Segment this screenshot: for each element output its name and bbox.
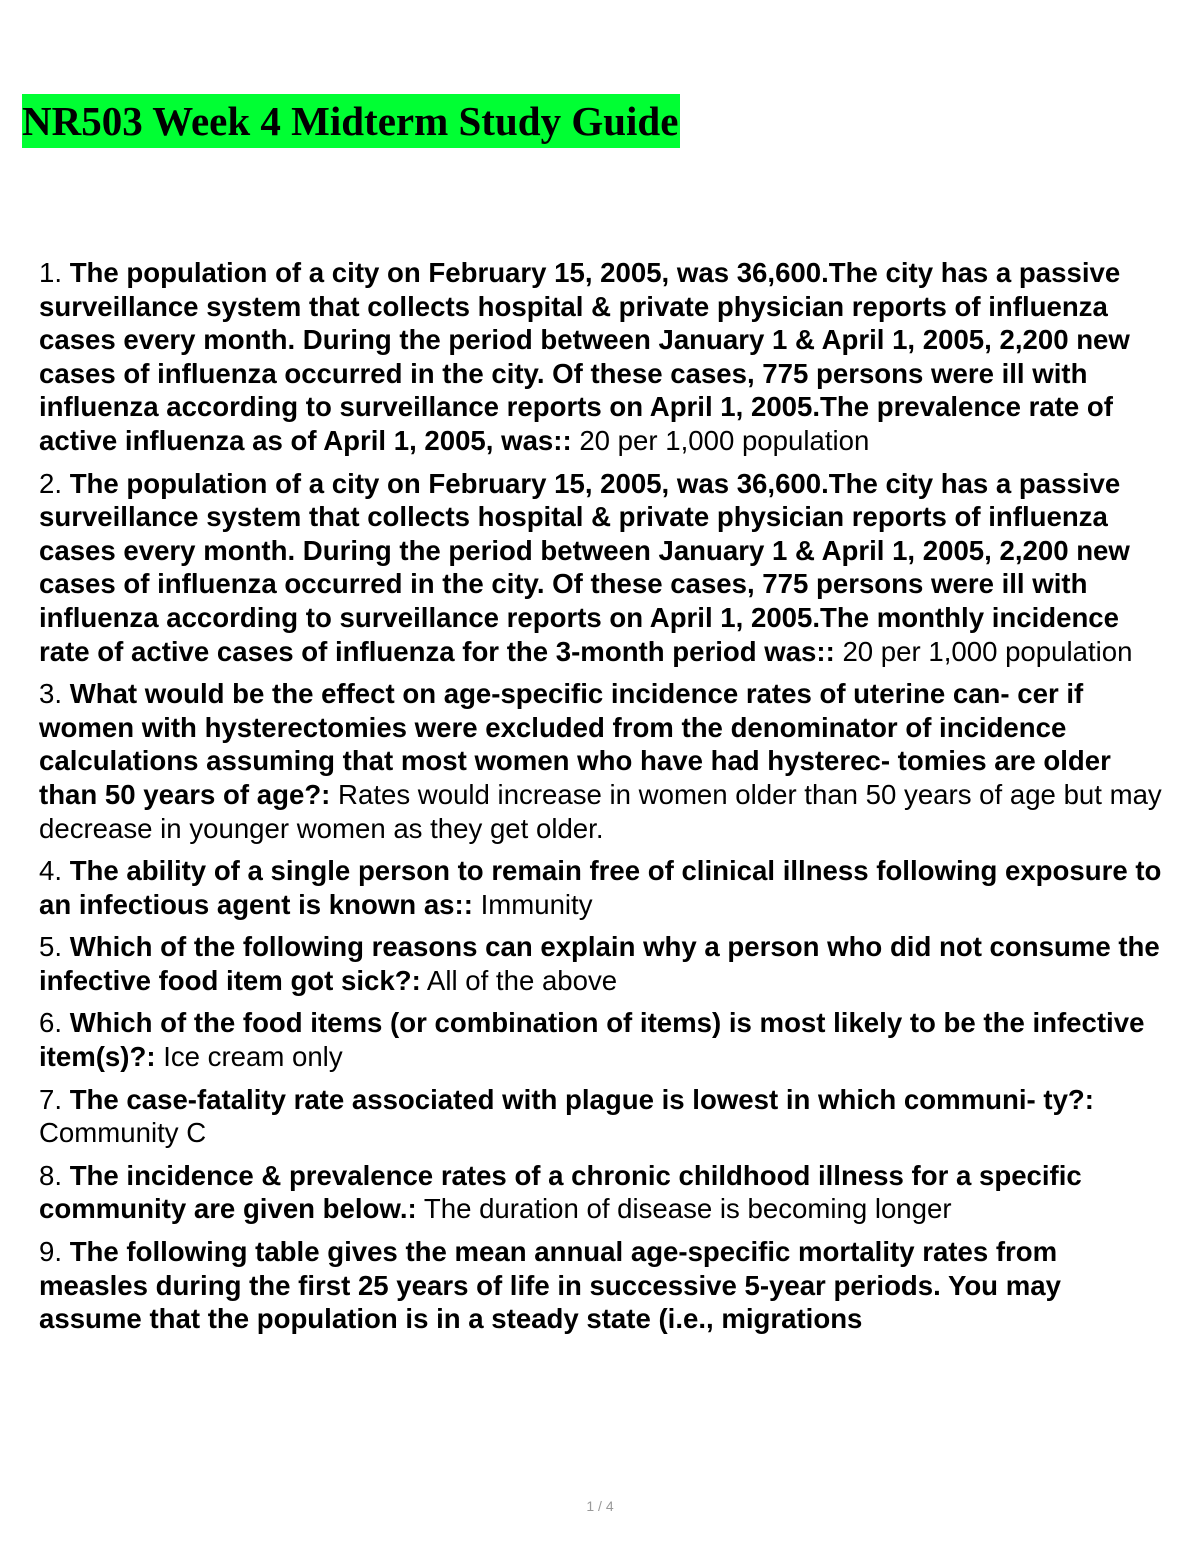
question-item (39, 1006, 1169, 1073)
question-text: The incidence & prevalence rates of a chronic childhood illness for a specific community are given below.: (39, 1159, 1082, 1225)
question-number: 5. (39, 931, 63, 963)
question-answer: Ice cream only (163, 1041, 343, 1073)
question-text: The population of a city on February 15, 2005, was 36,600.The city has a passive surveillance system that collects hospital & private physician reports of influenza cases every month. During the period between January 1 & April 1, 2005, 2,200 new cases of influenza occurred in the city. Of these cases, 775 persons were ill with influenza according to surveillance reports on April 1, 2005.The prevalence rate of active influenza as of April 1, 2005, was:: (39, 257, 1130, 456)
question-text: Which of the following reasons can explain why a person who did not consume the infective food item got sick?: (39, 931, 1160, 996)
question-list (39, 256, 1169, 1345)
question-item (39, 467, 1169, 669)
document-title: NR503 Week 4 Midterm Study Guide (22, 94, 680, 148)
question-item (39, 854, 1169, 921)
question-number: 9. (39, 1236, 63, 1268)
page-indicator: 1 / 4 (586, 1498, 614, 1514)
question-text: What would be the effect on age-specific incidence rates of uterine can- cer if women with hysterectomies were excluded from the denominator of incidence calculations assuming that most women who have had hysterec- tomies are older than 50 years of age?: (39, 678, 1111, 810)
question-item (39, 930, 1169, 997)
question-answer: 20 per 1,000 population (579, 424, 870, 456)
question-answer: Rates would increase in women older than 50 years of age but may decrease in younger women as they get older. (39, 778, 1162, 844)
question-number: 2. (39, 467, 63, 499)
question-number: 4. (39, 855, 63, 887)
question-number: 8. (39, 1159, 63, 1191)
question-answer: All of the above (426, 964, 618, 996)
question-item (39, 1159, 1169, 1226)
question-answer: Community C (39, 1117, 207, 1149)
question-text: Which of the food items (or combination of items) is most likely to be the infective item(s)?: (39, 1007, 1145, 1073)
question-number: 3. (39, 678, 63, 710)
question-text: The ability of a single person to remain free of clinical illness following exposure to an infectious agent is known as:: (39, 855, 1162, 920)
question-item (39, 677, 1169, 845)
question-text: The case-fatality rate associated with plague is lowest in which communi- ty?: (69, 1083, 1094, 1115)
question-answer: The duration of disease is becoming longer (423, 1193, 952, 1225)
title-block (22, 94, 680, 148)
question-item (39, 1083, 1169, 1150)
question-text: The following table gives the mean annual age-specific mortality rates from measles during the first 25 years of life in successive 5-year periods. You may assume that the population is in a steady state (i.e., migrations (39, 1236, 1061, 1335)
question-text: The population of a city on February 15, 2005, was 36,600.The city has a passive surveillance system that collects hospital & private physician reports of influenza cases every month. During the period between January 1 & April 1, 2005, 2,200 new cases of influenza occurred in the city. Of these cases, 775 persons were ill with influenza according to surveillance reports on April 1, 2005.The monthly incidence rate of active cases of influenza for the 3-month period was:: (39, 467, 1130, 667)
question-item (39, 1235, 1169, 1336)
question-number: 6. (39, 1007, 63, 1039)
question-item (39, 256, 1169, 458)
question-answer: Immunity (480, 888, 593, 920)
question-answer: 20 per 1,000 population (842, 635, 1133, 667)
question-number: 7. (39, 1083, 63, 1115)
question-number: 1. (39, 257, 63, 288)
